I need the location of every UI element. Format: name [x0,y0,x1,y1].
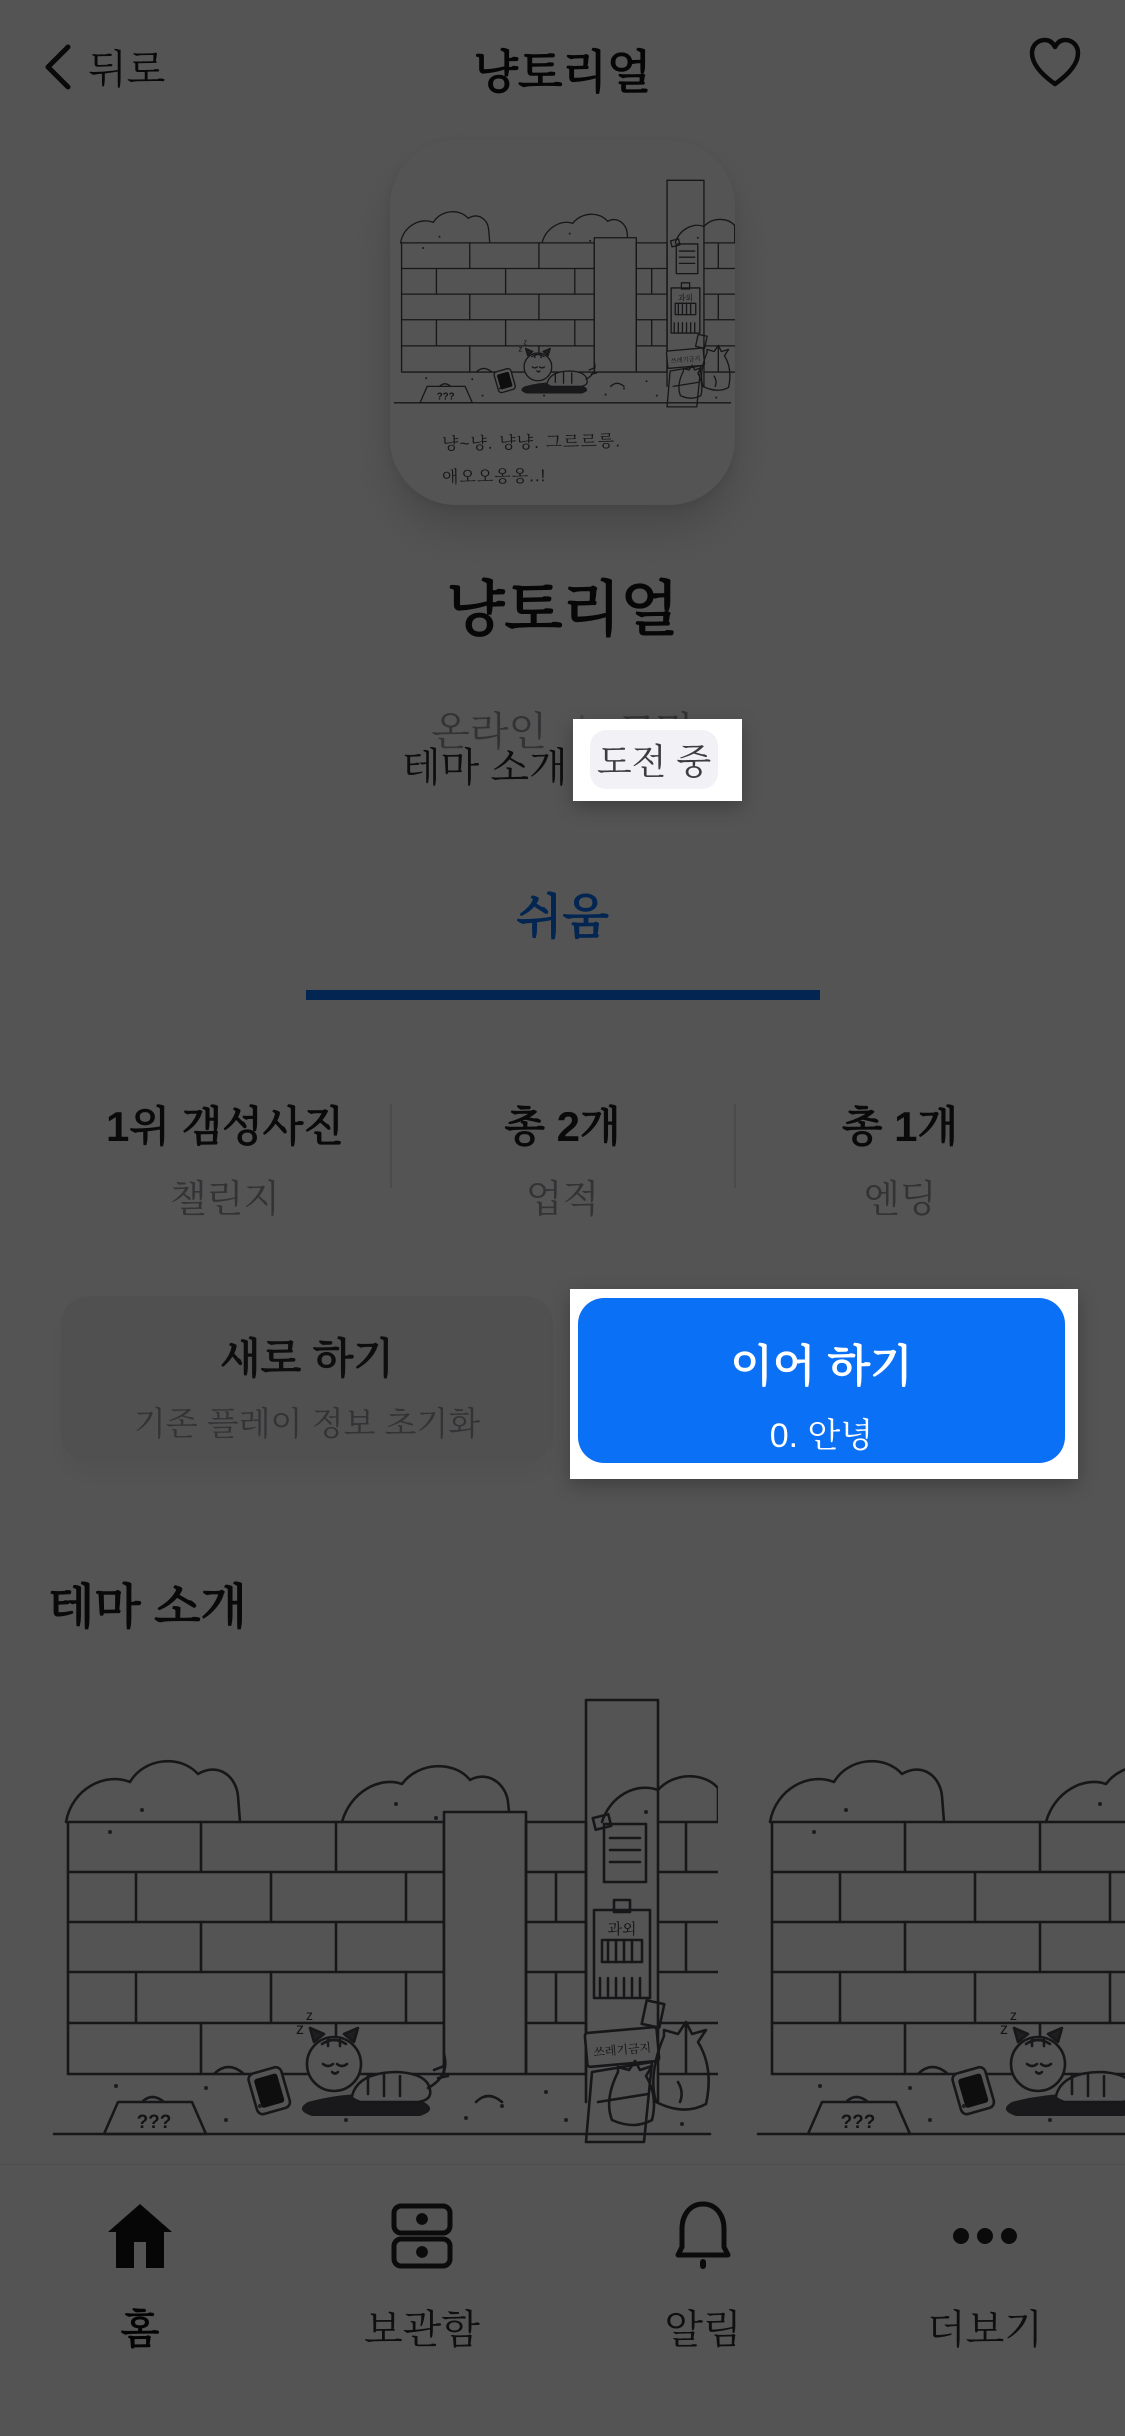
continue-title: 이어 하기 [730,1342,913,1391]
status-badge[interactable]: 도전 중 [590,730,718,789]
continue-button[interactable] [578,1298,1065,1463]
continue-button-spotlight [570,1289,1078,1479]
challenge-status-spotlight [573,719,742,801]
continue-subtitle: 0. 안녕 [769,1417,874,1455]
